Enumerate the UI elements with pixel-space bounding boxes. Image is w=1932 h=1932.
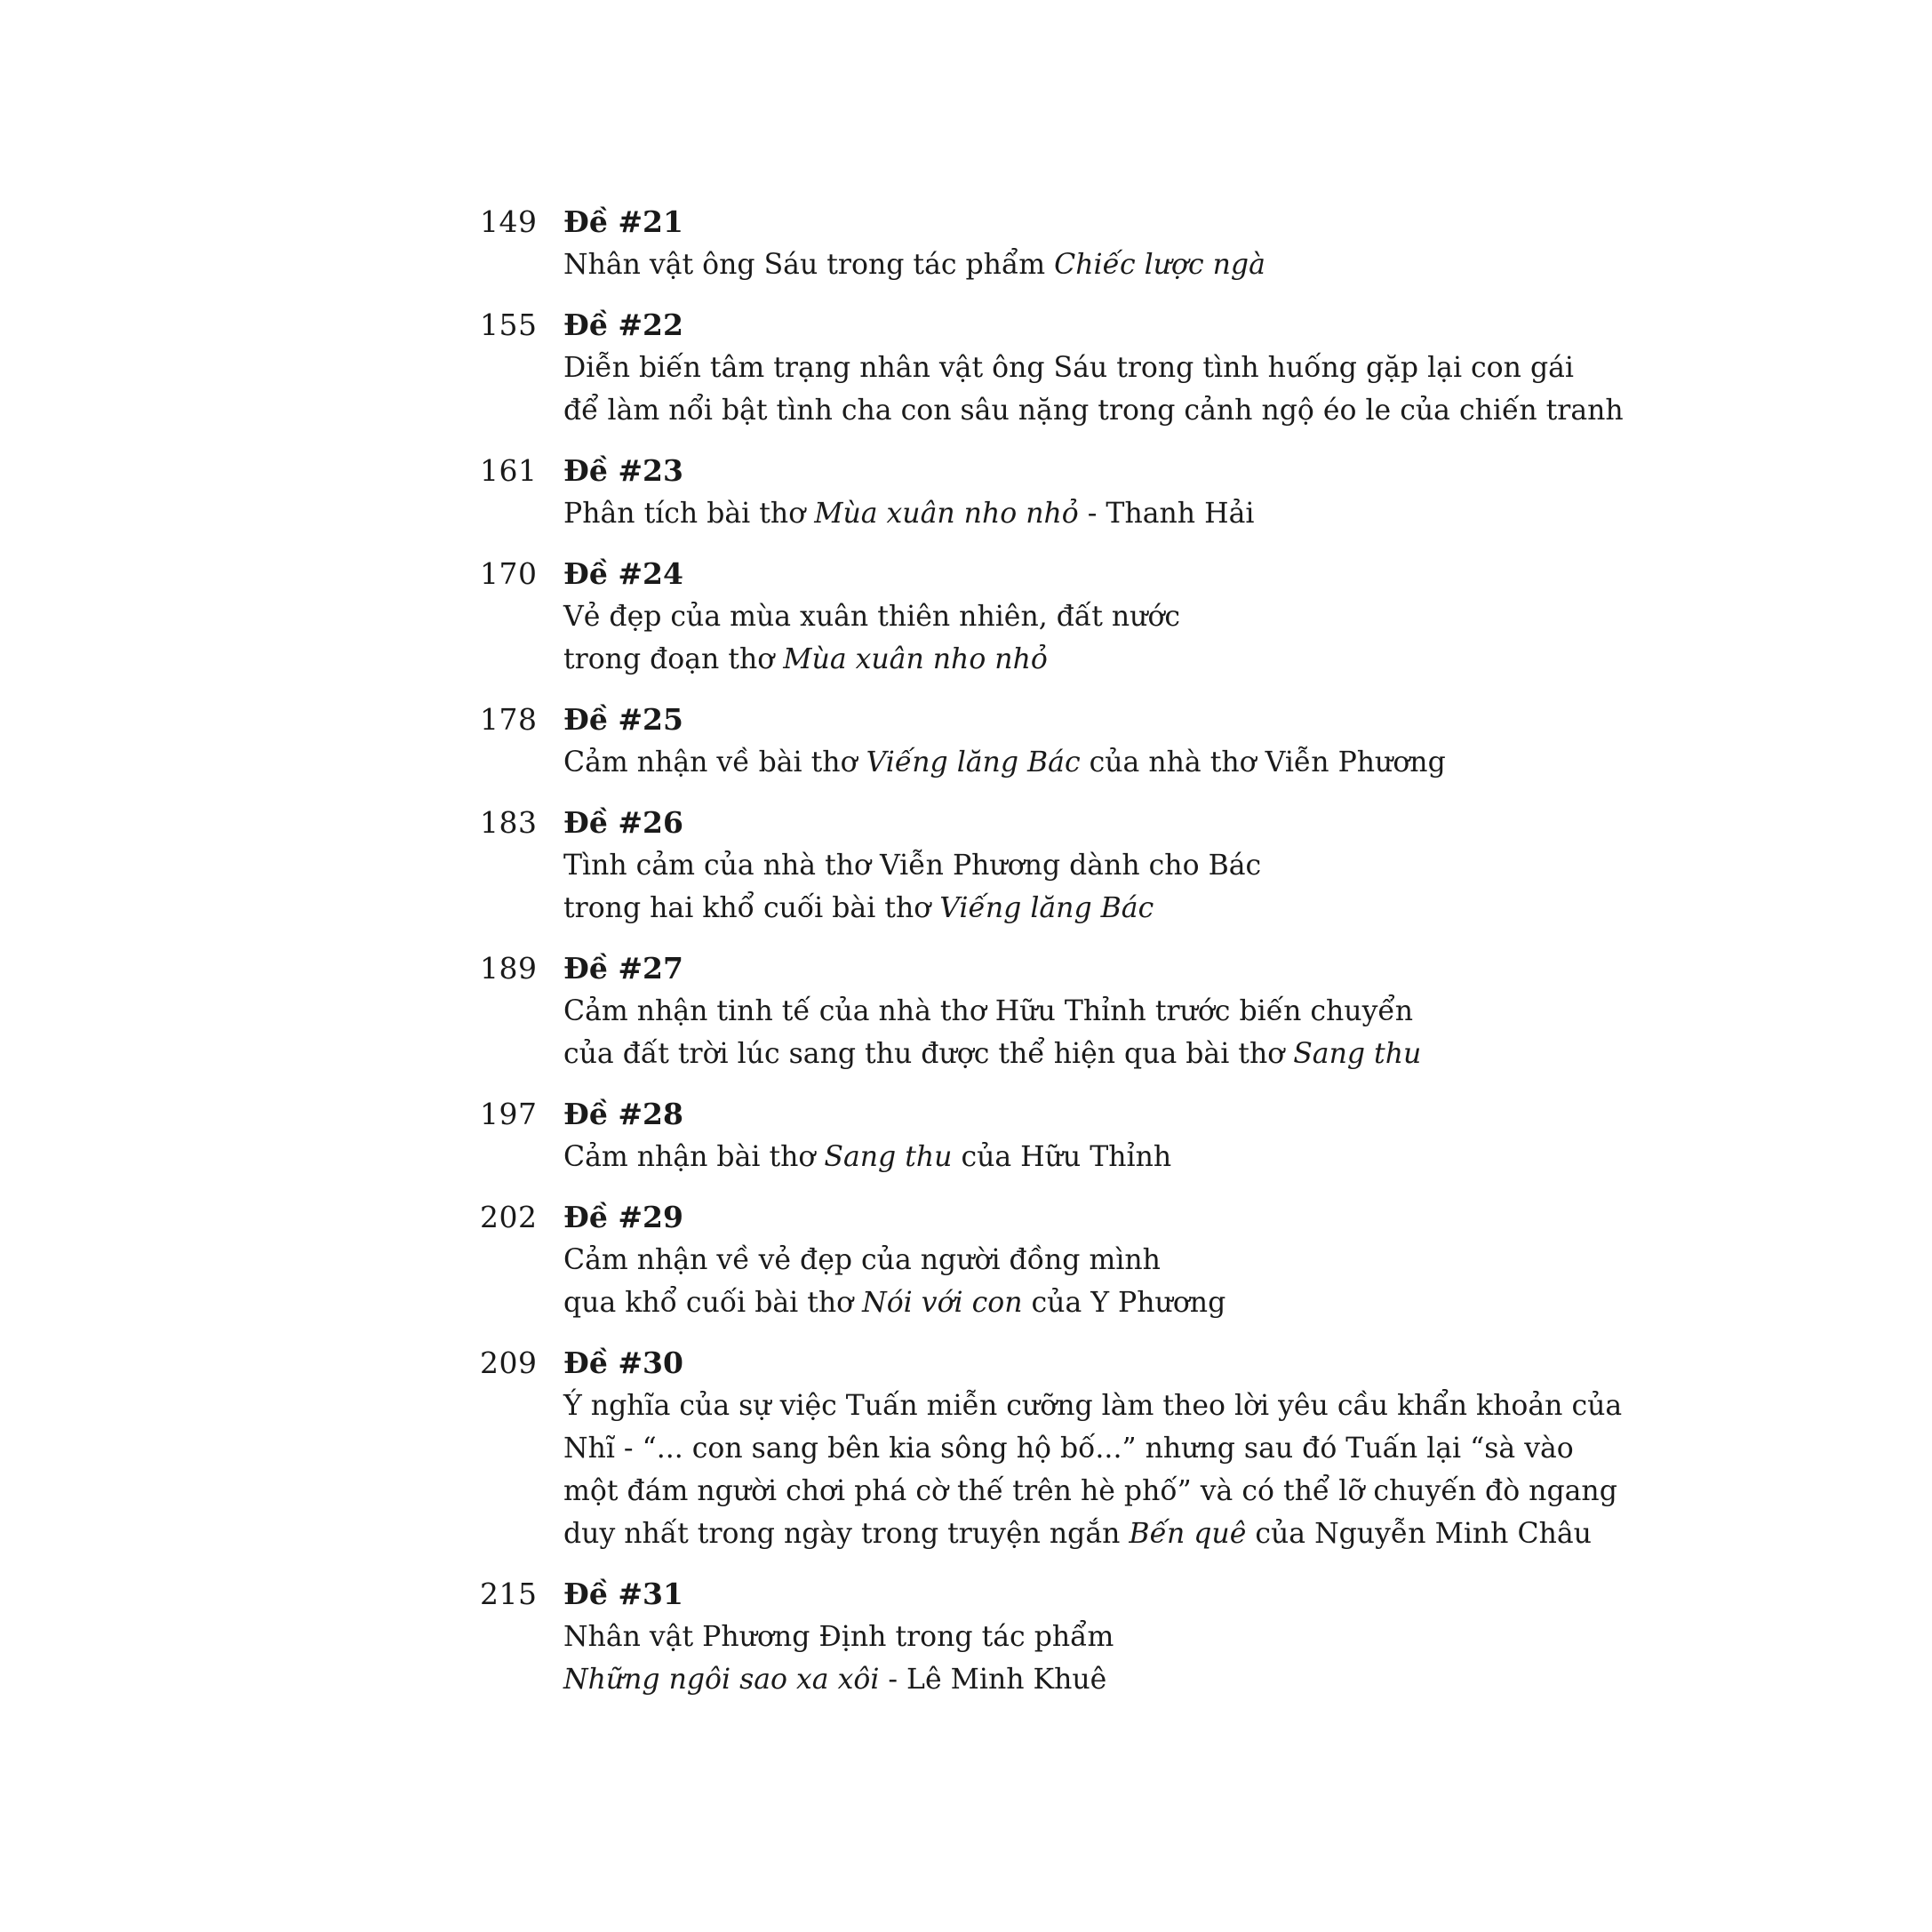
entry-line — [563, 1616, 1541, 1658]
line-text: Nhĩ - “... con sang bên kia sông hộ bố...” nhưng sau đó Tuấn lại “sà vào — [563, 1433, 1574, 1465]
line-text: để làm nổi bật tình cha con sâu nặng trong cảnh ngộ éo le của chiến tranh — [563, 395, 1624, 427]
entry-heading: Đề #24 — [563, 556, 683, 591]
line-text: Vẻ đẹp của mùa xuân thiên nhiên, đất nước — [563, 601, 1181, 633]
page-number: 170 — [480, 556, 538, 591]
page-number: 215 — [480, 1577, 538, 1611]
entry-heading: Đề #27 — [563, 951, 683, 986]
entry-body — [563, 1342, 1623, 1555]
entry-line — [563, 1427, 1574, 1470]
entry-body — [563, 947, 1541, 1075]
entry-body — [563, 699, 1541, 784]
entry-line — [563, 741, 1541, 784]
entry-body — [563, 304, 1624, 432]
page-number: 178 — [480, 702, 538, 737]
page-number: 149 — [480, 204, 538, 239]
work-title: Chiếc lược ngà — [1054, 249, 1265, 281]
entry-line — [563, 243, 1541, 286]
entry-body — [563, 450, 1541, 535]
entry-line — [563, 1136, 1541, 1178]
line-text: Cảm nhận về vẻ đẹp của người đồng mình — [563, 1244, 1161, 1276]
work-title: Viếng lăng Bác — [866, 746, 1081, 778]
line-text: Tình cảm của nhà thơ Viễn Phương dành cho Bác — [563, 850, 1262, 882]
line-text: trong đoạn thơ — [563, 643, 784, 675]
entry-heading: Đề #29 — [563, 1200, 683, 1234]
entry-heading: Đề #30 — [563, 1345, 683, 1380]
work-title: Mùa xuân nho nhỏ — [814, 498, 1079, 530]
entry-line — [563, 1281, 1541, 1324]
line-text: của nhà thơ Viễn Phương — [1080, 746, 1446, 778]
entry-body — [563, 1196, 1541, 1324]
entry-line — [563, 595, 1541, 638]
page-number: 189 — [480, 951, 538, 986]
entry-body — [563, 1573, 1541, 1701]
line-text: - Thanh Hải — [1078, 498, 1255, 530]
entry-line — [563, 389, 1624, 432]
entry-body — [563, 201, 1541, 286]
entry-line — [563, 347, 1574, 389]
work-title: Nói với con — [862, 1287, 1023, 1319]
entry-line — [563, 492, 1541, 535]
entry-line — [563, 1658, 1541, 1701]
page-number: 183 — [480, 805, 538, 840]
entry-line — [563, 844, 1541, 887]
line-text: Diễn biến tâm trạng nhân vật ông Sáu trong tình huống gặp lại con gái — [563, 352, 1574, 384]
line-text: Phân tích bài thơ — [563, 498, 815, 530]
work-title: Mùa xuân nho nhỏ — [783, 643, 1048, 675]
entry-line — [563, 1513, 1592, 1555]
entry-line — [563, 1470, 1617, 1513]
work-title: Sang thu — [1293, 1038, 1422, 1070]
entry-line — [563, 1239, 1541, 1281]
entry-body — [563, 1093, 1541, 1178]
entry-line — [563, 887, 1541, 930]
page-number: 197 — [480, 1097, 538, 1131]
line-text: Cảm nhận về bài thơ — [563, 746, 866, 778]
line-text: - Lê Minh Khuê — [879, 1664, 1107, 1696]
line-text: một đám người chơi phá cờ thế trên hè phố” và có thể lỡ chuyến đò ngang — [563, 1475, 1617, 1507]
entry-heading: Đề #21 — [563, 204, 683, 239]
line-text: của đất trời lúc sang thu được thể hiện qua bài thơ — [563, 1038, 1294, 1070]
entry-body — [563, 802, 1541, 930]
page-number: 155 — [480, 307, 538, 342]
work-title: Viếng lăng Bác — [939, 892, 1154, 924]
entry-line — [563, 1033, 1541, 1075]
entry-heading: Đề #28 — [563, 1097, 683, 1131]
page-number: 202 — [480, 1200, 538, 1234]
work-title: Sang thu — [824, 1141, 953, 1173]
line-text: Nhân vật ông Sáu trong tác phẩm — [563, 249, 1055, 281]
entry-line — [563, 1385, 1623, 1427]
line-text: của Nguyễn Minh Châu — [1246, 1518, 1592, 1550]
line-text: qua khổ cuối bài thơ — [563, 1287, 863, 1319]
work-title: Những ngôi sao xa xôi — [563, 1664, 880, 1696]
line-text: Nhân vật Phương Định trong tác phẩm — [563, 1621, 1114, 1653]
entry-heading: Đề #22 — [563, 307, 683, 342]
line-text: trong hai khổ cuối bài thơ — [563, 892, 940, 924]
page-number: 161 — [480, 453, 538, 488]
line-text: duy nhất trong ngày trong truyện ngắn — [563, 1518, 1130, 1550]
work-title: Bến quê — [1129, 1518, 1247, 1550]
line-text: Cảm nhận bài thơ — [563, 1141, 825, 1173]
entry-heading: Đề #25 — [563, 702, 683, 737]
entry-heading: Đề #23 — [563, 453, 683, 488]
entry-heading: Đề #26 — [563, 805, 683, 840]
entry-line — [563, 638, 1541, 681]
line-text: Ý nghĩa của sự việc Tuấn miễn cưỡng làm theo lời yêu cầu khẩn khoản của — [563, 1390, 1623, 1422]
entry-line — [563, 990, 1541, 1033]
page-number: 209 — [480, 1345, 538, 1380]
line-text: Cảm nhận tinh tế của nhà thơ Hữu Thỉnh trước biến chuyển — [563, 995, 1414, 1027]
entry-heading: Đề #31 — [563, 1577, 683, 1611]
entry-body — [563, 553, 1541, 681]
line-text: của Y Phương — [1022, 1287, 1226, 1319]
line-text: của Hữu Thỉnh — [952, 1141, 1172, 1173]
